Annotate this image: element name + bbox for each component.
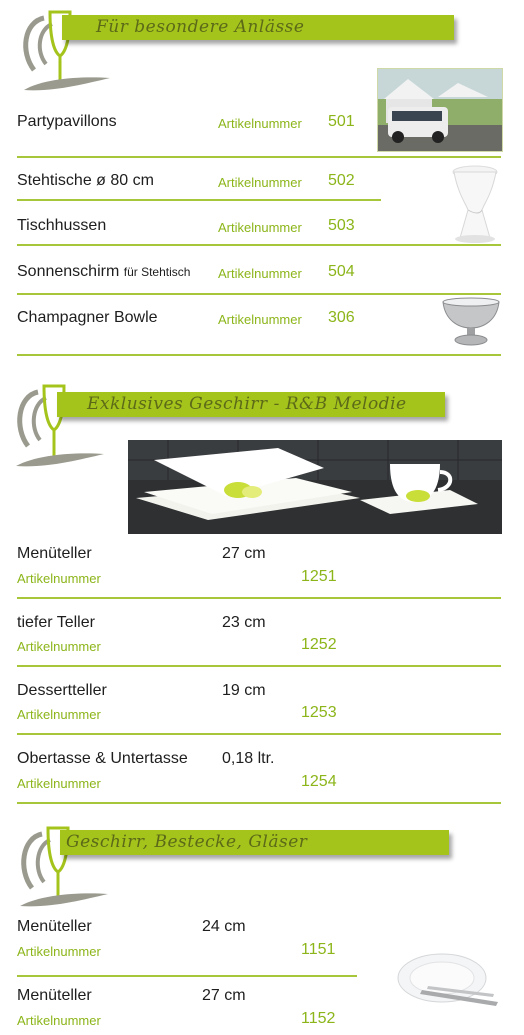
item-name: Menüteller	[17, 545, 92, 562]
article-number: 501	[328, 113, 355, 130]
section-title: Für besondere Anlässe	[96, 17, 305, 37]
article-number: 1253	[301, 704, 337, 721]
item-size: 19 cm	[222, 682, 266, 699]
divider	[17, 293, 501, 295]
item-name: Stehtische ø 80 cm	[17, 172, 154, 189]
pavilion-photo	[377, 68, 503, 152]
section-banner	[60, 830, 449, 855]
item-name: Obertasse & Untertasse	[17, 750, 188, 767]
divider	[17, 597, 501, 599]
article-number: 1252	[301, 636, 337, 653]
divider	[17, 156, 501, 158]
article-number: 1251	[301, 568, 337, 585]
article-label: Artikelnummer	[218, 312, 302, 327]
article-number: 1152	[301, 1010, 336, 1027]
item-name: tiefer Teller	[17, 614, 95, 631]
article-label: Artikelnummer	[218, 175, 302, 190]
article-label: Artikelnummer	[218, 116, 302, 131]
plate-cutlery-photo	[394, 950, 504, 1012]
section-title: Geschirr, Bestecke, Gläser	[66, 832, 308, 852]
item-size: 27 cm	[202, 987, 246, 1004]
section-banner	[57, 392, 445, 417]
article-number: 306	[328, 309, 355, 326]
melodie-tableware-photo	[128, 440, 502, 534]
article-number: 502	[328, 172, 355, 189]
champagne-bowl-photo	[440, 296, 502, 348]
divider	[17, 244, 501, 246]
article-label: Artikelnummer	[17, 776, 101, 791]
item-name: Tischhussen	[17, 217, 107, 234]
item-name-main: Sonnenschirm	[17, 263, 120, 280]
item-size: 23 cm	[222, 614, 266, 631]
section-banner	[62, 15, 454, 40]
item-size: 0,18 ltr.	[222, 750, 275, 767]
article-label: Artikelnummer	[17, 1013, 101, 1028]
item-size: 27 cm	[222, 545, 266, 562]
divider	[17, 802, 501, 804]
item-name: Partypavillons	[17, 113, 117, 130]
article-number: 504	[328, 263, 355, 280]
item-size: 24 cm	[202, 918, 246, 935]
bistro-table-photo	[448, 164, 502, 244]
item-name: Menüteller	[17, 918, 92, 935]
item-name: Champagner Bowle	[17, 309, 158, 326]
article-label: Artikelnummer	[17, 571, 101, 586]
divider	[17, 665, 501, 667]
article-label: Artikelnummer	[218, 220, 302, 235]
article-label: Artikelnummer	[17, 944, 101, 959]
divider	[17, 354, 501, 356]
section-title: Exklusives Geschirr - R&B Melodie	[87, 394, 407, 414]
article-number: 1254	[301, 773, 337, 790]
article-number: 1151	[301, 941, 336, 958]
divider	[17, 199, 381, 201]
article-number: 503	[328, 217, 355, 234]
item-name: Dessertteller	[17, 682, 107, 699]
divider	[17, 975, 357, 977]
article-label: Artikelnummer	[218, 266, 302, 281]
item-name	[17, 263, 190, 281]
article-label: Artikelnummer	[17, 639, 101, 654]
item-name-suffix: für Stehtisch	[123, 265, 191, 279]
item-name: Menüteller	[17, 987, 92, 1004]
article-label: Artikelnummer	[17, 707, 101, 722]
divider	[17, 733, 501, 735]
